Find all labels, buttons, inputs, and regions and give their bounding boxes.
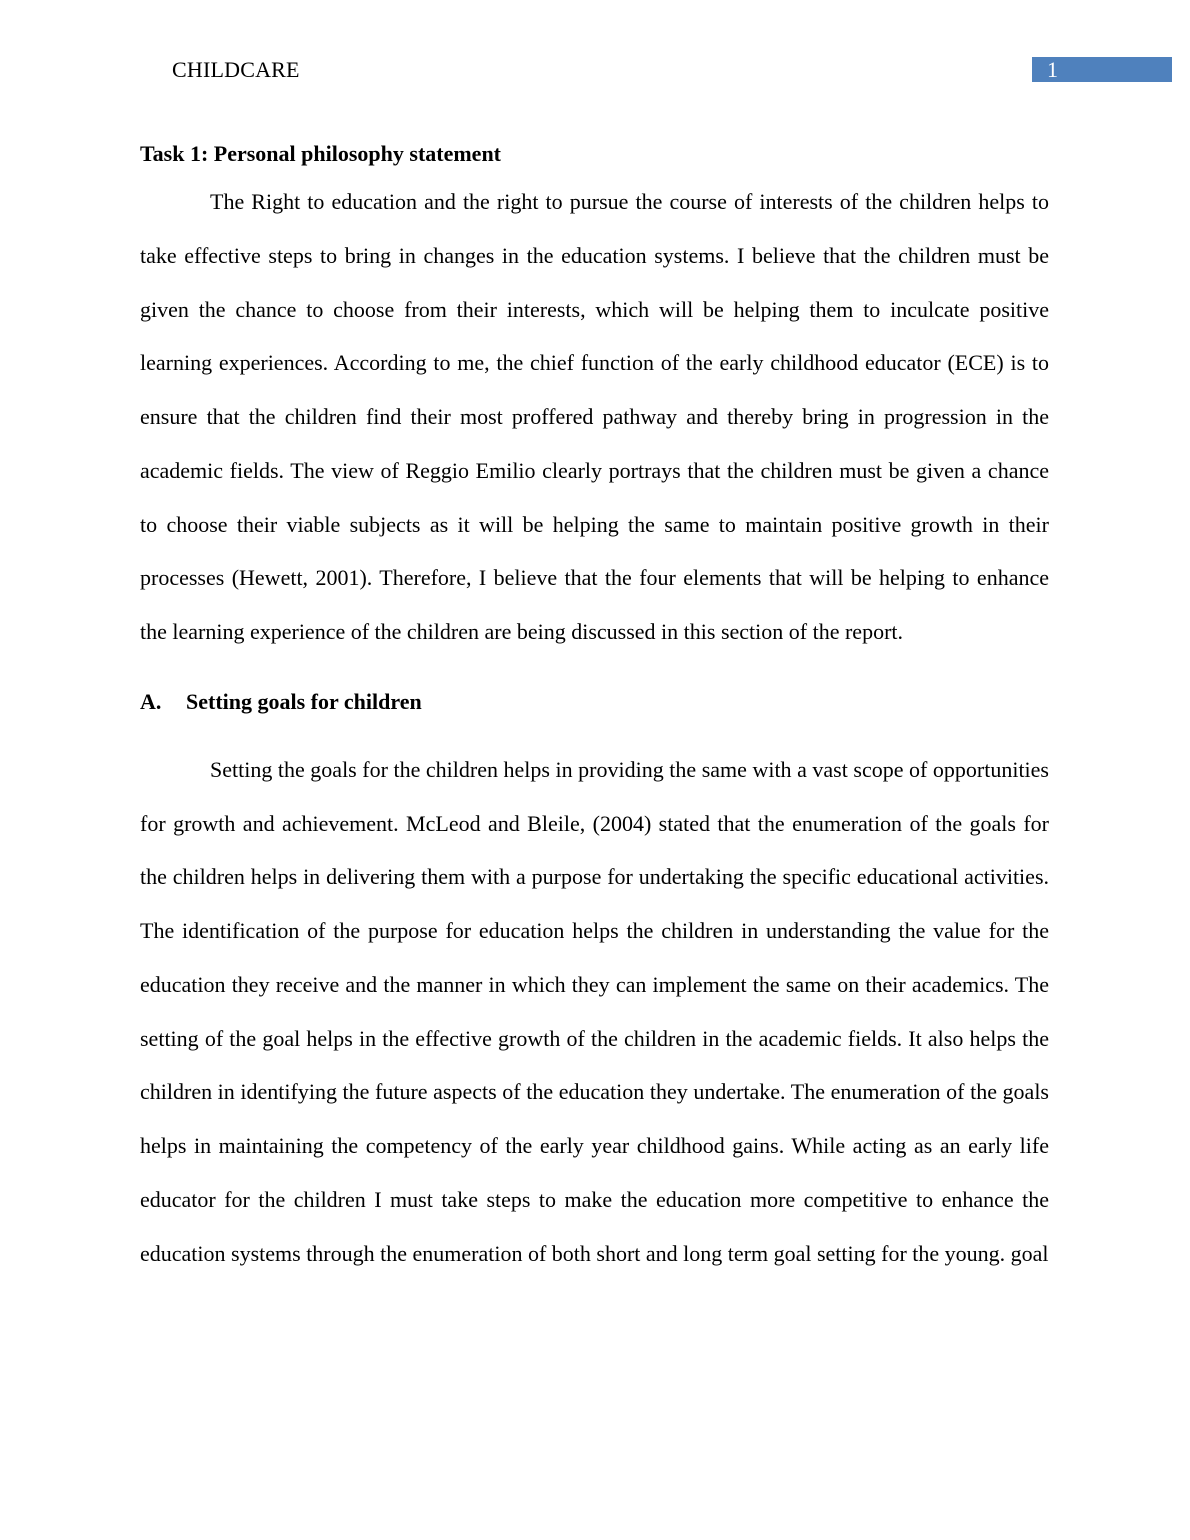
paragraph-goals: Setting the goals for the children helps in providing the same with a vast scope of opportunities for growth and achievement. McLeod and Bleile, (2004) stated that the enumeration of the goals for the children helps in delivering them with a purpose for undertaking the specific educational activities. The identification of the purpose for education helps the children in understanding the value for the education they receive and the manner in which they can implement the same on their academics. The setting of the goal helps in the effective growth of the children in the academic fields. It also helps the children in identifying the future aspects of the education they undertake. The enumeration of the goals helps in maintaining the competency of the early year childhood gains. While acting as an early life educator for the children I must take steps to make the education more competitive to enhance the education systems through the enumeration of both short and long term goal setting for the young. goal (140, 756, 1049, 1266)
paragraph-philosophy: The Right to education and the right to pursue the course of interests of the children helps to take effective steps to bring in changes in the education systems. I believe that the children must be given the chance to choose from their interests, which will be helping them to inculcate positive learning experiences. According to me, the chief function of the early childhood educator (ECE) is to ensure that the children find their most proffered pathway and thereby bring in progression in the academic fields. The view of Reggio Emilio clearly portrays that the children must be given a chance to choose their viable subjects as it will be helping the same to maintain positive growth in their processes (Hewett, 2001). Therefore, I believe that the four elements that will be helping to enhance the learning experience of the children are being discussed in this section of the report. (140, 189, 1049, 644)
running-head: CHILDCARE (172, 57, 300, 82)
task-heading: Task 1: Personal philosophy statement (140, 141, 502, 166)
section-title: Setting goals for children (186, 688, 422, 714)
page-number-badge (1032, 57, 1172, 82)
section-heading-goals (140, 683, 1049, 721)
document-body (140, 134, 1049, 1280)
page-number: 1 (1047, 57, 1058, 82)
section-letter: A. (140, 688, 162, 714)
